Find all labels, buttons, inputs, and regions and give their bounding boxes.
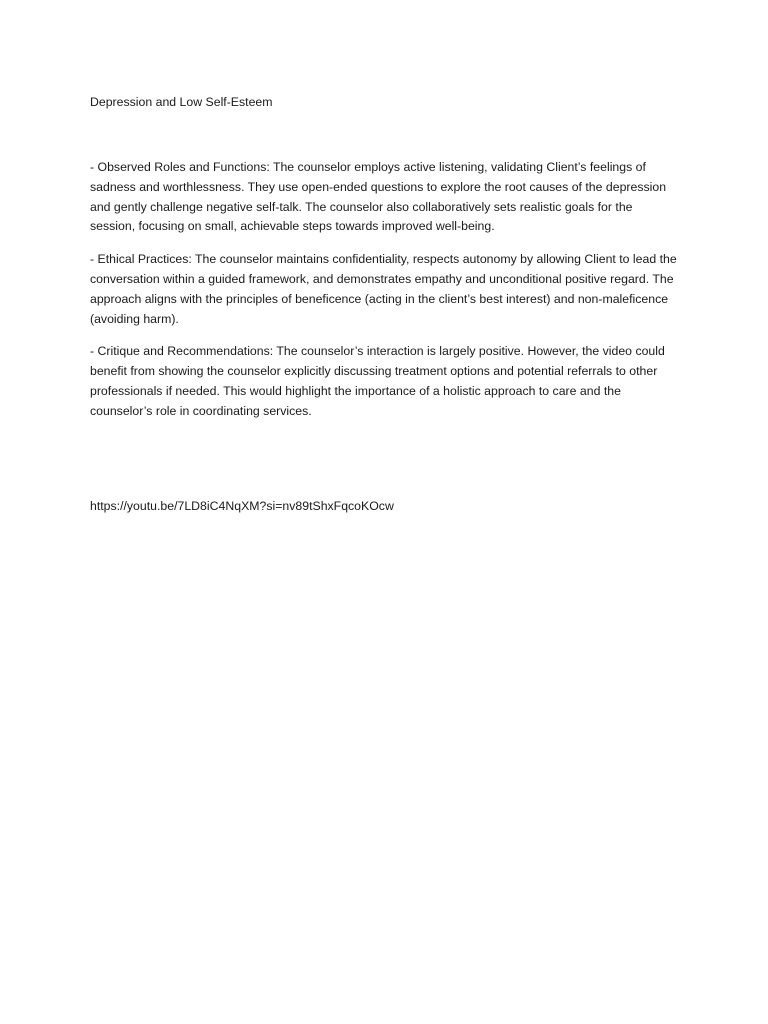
document-body (90, 158, 680, 422)
paragraph-roles-functions: - Observed Roles and Functions: The counselor employs active listening, validating Client’s feelings of sadness and worthlessness. They use open-ended questions to explore the root causes of the depression and gently challenge negative self-talk. The counselor also collaboratively sets realistic goals for the session, focusing on small, achievable steps towards improved well-being. (90, 160, 667, 234)
paragraph-critique-recommendations: - Critique and Recommendations: The counselor’s interaction is largely positive. However, the video could benefit from showing the counselor explicitly discussing treatment options and potential referrals to other professionals if needed. This would highlight the importance of a holistic approach to care and the counselor’s role in coordinating services. (90, 344, 665, 418)
document-title: Depression and Low Self-Esteem (90, 95, 273, 109)
document-content (90, 92, 680, 516)
video-link: https://youtu.be/7LD8iC4NqXM?si=nv89tShxFqcoKOcw (90, 498, 394, 513)
paragraph-ethical-practices: - Ethical Practices: The counselor maintains confidentiality, respects autonomy by allowing Client to lead the conversation within a guided framework, and demonstrates empathy and unconditional positive regard. The approach aligns with the principles of beneficence (acting in the client’s best interest) and non-maleficence (avoiding harm). (90, 252, 677, 326)
